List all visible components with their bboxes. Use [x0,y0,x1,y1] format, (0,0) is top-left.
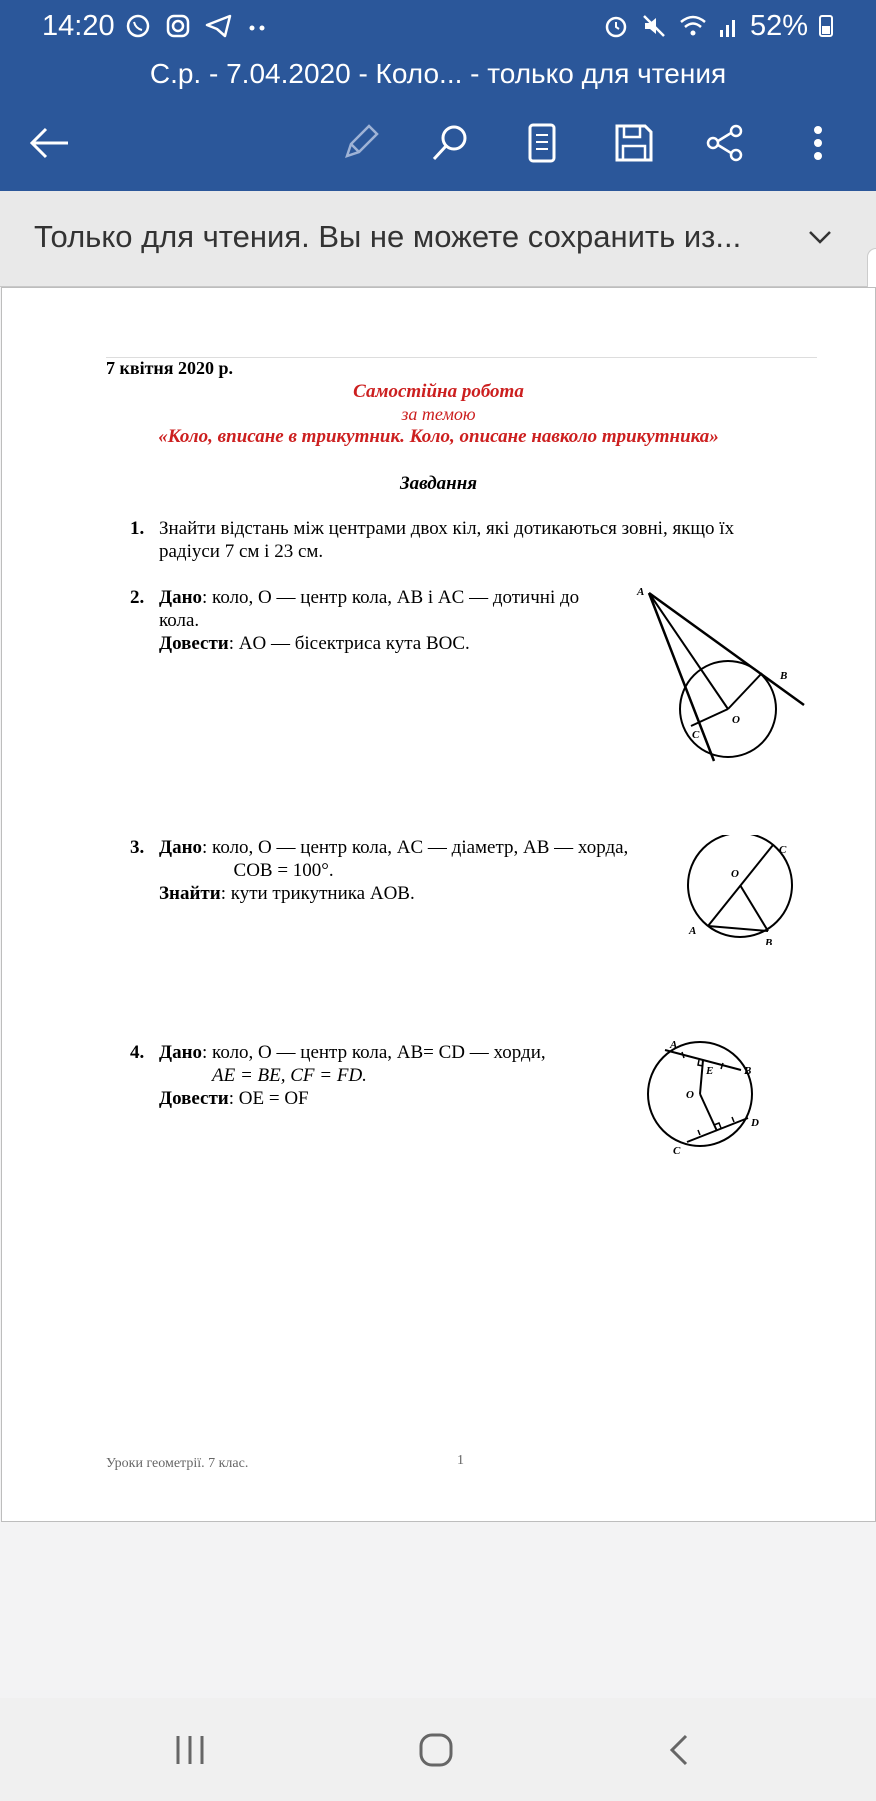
banner-text: Только для чтения. Вы не можете сохранить из... [34,219,742,254]
prove-text: : AO — бісектриса кута BOC. [228,633,470,654]
prove-label: Довести [159,633,229,654]
doc-heading-2: за темою [401,404,476,424]
doc-date: 7 квітня 2020 р. [106,358,234,378]
task-number: 4. [130,1042,145,1063]
search-icon [429,122,471,164]
given-label: Дано [159,587,203,608]
more-notifications-icon [247,13,269,39]
document-title: С.р. - 7.04.2020 - Коло... - только для чтения [149,58,727,89]
save-icon [613,122,655,164]
figure-tangents [632,583,812,783]
given-label: Дано [159,1042,203,1063]
label-D: D [751,1117,759,1129]
given-text: : коло, O — центр кола, AB= CD — хорди, [202,1042,546,1063]
task-number: 2. [130,587,145,608]
telegram-icon [205,13,233,39]
instagram-icon [165,13,191,39]
label-B: B [744,1065,752,1077]
label-C: C [673,1145,681,1157]
given-text-2:   COB = 100°. [214,860,334,881]
page-number: 1 [457,1453,464,1468]
mute-icon [640,12,668,40]
given-text-2: AE = BE, CF = FD. [212,1065,367,1086]
label-O: O [686,1089,694,1101]
doc-heading-3: «Коло, вписане в трикутник. Коло, описане навколо трикутника» [158,426,719,447]
alarm-icon [602,12,630,40]
edit-button[interactable] [332,115,388,171]
prove-text: : OE = OF [228,1088,309,1109]
label-B: B [780,670,788,682]
app-bar [0,0,876,191]
given-text-2: кола. [159,610,200,631]
back-icon [28,123,72,163]
read-only-banner[interactable] [0,191,876,287]
wifi-icon [678,12,708,40]
find-text: : кути трикутника AOB. [220,883,415,904]
label-A: A [670,1039,678,1051]
page-footer: Уроки геометрії. 7 клас. [106,1456,249,1471]
task-text: радіуси 7 см і 23 см. [159,541,324,562]
task-number: 3. [130,837,145,858]
label-A: A [637,586,645,598]
chevron-left-icon [660,1730,700,1770]
mobile-view-icon [526,122,558,164]
share-icon [704,122,746,164]
figure-diameter [677,835,807,945]
battery-icon [818,12,834,40]
label-E: E [706,1065,714,1077]
save-button[interactable] [606,115,662,171]
back-button[interactable] [22,115,78,171]
toolbar [0,115,876,171]
given-text: : коло, O — центр кола, AC — діаметр, AB — хорда, [202,837,629,858]
label-B: B [765,937,773,945]
status-time: 14:20 [42,9,115,42]
home-icon [416,1730,456,1770]
doc-heading-1: Самостійна робота [353,381,524,402]
share-button[interactable] [697,115,753,171]
chevron-down-icon[interactable] [804,221,836,253]
document-page [1,287,876,1522]
prove-label: Довести [159,1088,229,1109]
search-button[interactable] [422,115,478,171]
more-icon [812,122,824,164]
system-nav-bar [0,1698,876,1801]
label-O: O [731,868,739,880]
label-C: C [779,844,787,856]
task-text: Знайти відстань між центрами двох кіл, які дотикаються зовні, якщо їх [159,518,735,539]
battery-percent: 52% [749,9,808,42]
task-number: 1. [130,518,145,539]
label-O: O [732,714,740,726]
recents-icon [170,1730,210,1770]
status-bar [42,8,834,44]
mobile-view-button[interactable] [514,115,570,171]
label-A: A [689,925,697,937]
given-text: : коло, O — центр кола, AB і AC — дотичні до [202,587,580,608]
home-button[interactable] [386,1698,486,1801]
more-button[interactable] [790,115,846,171]
given-label: Дано [159,837,203,858]
figure-chords [632,1038,772,1158]
find-label: Знайти [159,883,221,904]
viber-icon [125,13,151,39]
label-C: C [692,729,700,741]
recents-button[interactable] [140,1698,240,1801]
section-title: Завдання [399,473,478,494]
signal-icon [718,12,740,40]
system-back-button[interactable] [630,1698,730,1801]
edit-icon [339,122,381,164]
